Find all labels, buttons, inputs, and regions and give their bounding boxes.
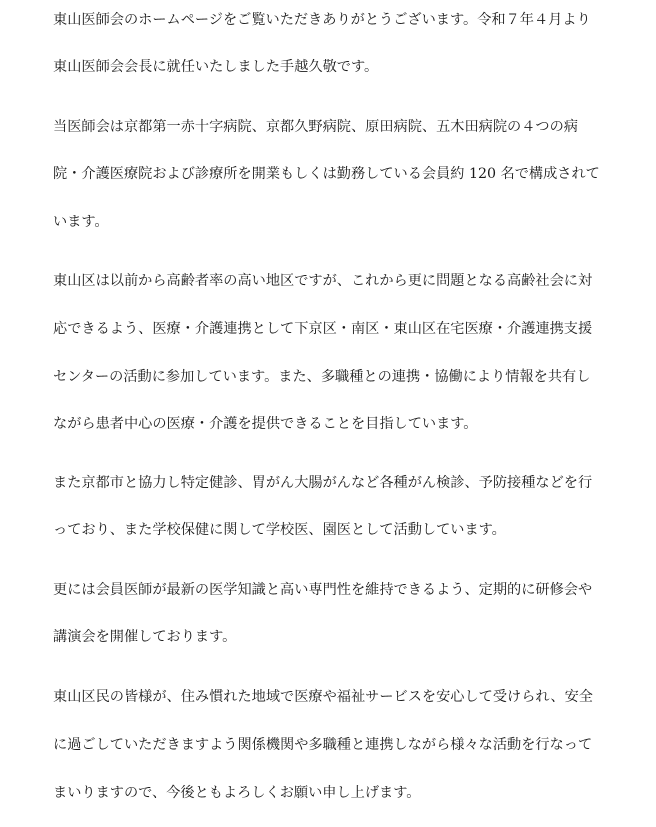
text-line: ながら患者中心の医療・介護を提供できることを目指しています。	[53, 416, 478, 432]
text-line: 東山区民の皆様が、住み慣れた地域で医療や福祉サービスを安心して受けられ、安全	[53, 689, 593, 705]
text-line: センターの活動に参加しています。また、多職種との連携・協働により情報を共有し	[53, 369, 591, 385]
text-line: 応できるよう、医療・介護連携として下京区・南区・東山区在宅医療・介護連携支援	[53, 321, 593, 337]
text-line: まいりますので、今後ともよろしくお願い申し上げます。	[53, 785, 421, 801]
text-line: 東山医師会会長に就任いたしました手越久敬です。	[53, 59, 379, 75]
text-line: 当医師会は京都第一赤十字病院、京都久野病院、原田病院、五木田病院の４つの病	[53, 119, 578, 135]
text-line: 東山医師会のホームページをご覧いただきありがとうございます。令和７年４月より	[53, 12, 591, 28]
text-line: っており、また学校保健に関して学校医、園医として活動しています。	[53, 522, 506, 538]
text-line: います。	[53, 214, 109, 230]
text-line: また京都市と協力し特定健診、胃がん大腸がんなど各種がん検診、予防接種などを行	[53, 475, 593, 491]
text-line: に過ごしていただきますよう関係機関や多職種と連携しながら様々な活動を行なって	[53, 737, 593, 753]
text-line: 更には会員医師が最新の医学知識と高い専門性を維持できるよう、定期的に研修会や	[53, 582, 593, 598]
text-line: 東山区は以前から高齢者率の高い地区ですが、これから更に問題となる高齢社会に対	[53, 273, 593, 289]
text-line: 院・介護医療院および診療所を開業もしくは勤務している会員約 120 名で構成されて	[53, 166, 600, 182]
text-line: 講演会を開催しております。	[53, 629, 237, 645]
